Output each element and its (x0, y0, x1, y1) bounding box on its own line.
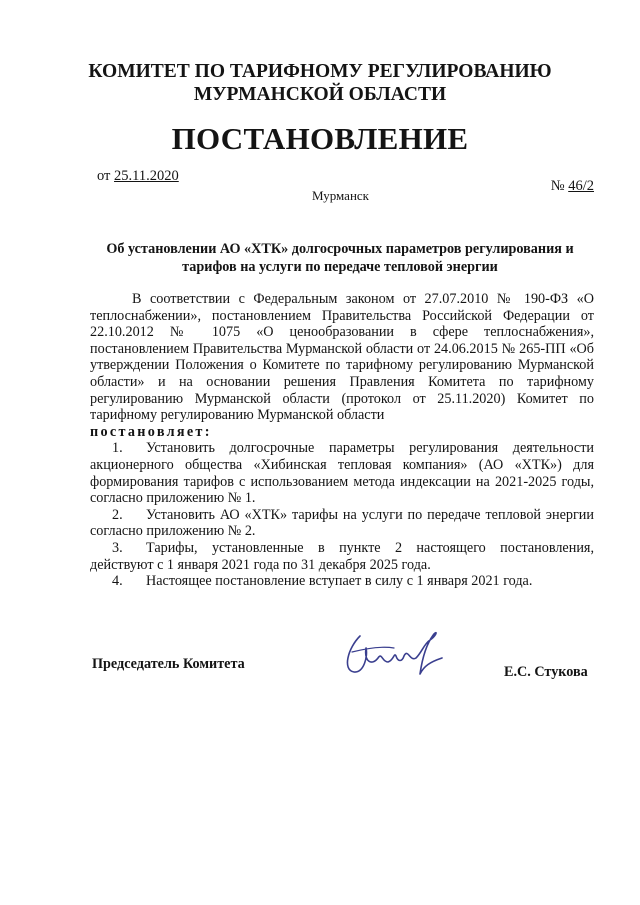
organization-line-1: КОМИТЕТ ПО ТАРИФНОМУ РЕГУЛИРОВАНИЮ (88, 61, 552, 82)
resolves-word: постановляет: (90, 423, 212, 440)
document-type-title: ПОСТАНОВЛЕНИЕ (171, 121, 469, 156)
subject-line-2: тарифов на услуги по передаче тепловой энергии (182, 259, 498, 275)
list-item (90, 507, 594, 540)
number-value: 46/2 (568, 178, 594, 194)
list-item-number: 2. (112, 506, 123, 523)
list-item (90, 540, 594, 573)
document-body (90, 291, 594, 590)
signatory-name: Е.С. Стукова (504, 664, 588, 680)
date-prefix: от (97, 168, 115, 184)
document-number (551, 178, 594, 195)
list-item-number: 3. (112, 539, 123, 556)
list-item-number: 4. (112, 573, 123, 590)
document-city: Мурманск (312, 188, 369, 203)
preamble-paragraph: В соответствии с Федеральным законом от 27.07.2010 № 190-ФЗ «О теплоснабжении», постановлением Правительства Российской Федерации от 22.10.2012 № 1075 «О ценообразовании в сфере теплоснабжения», постановлением Правительства Мурманской области от 24.06.2015 № 265-ПП «Об утверждении Положения о Комитете по тарифному регулированию Мурманской области» и на основании решения Правления Комитета по тарифному регулированию Мурманской области (протокол от 25.11.2020) Комитет по тарифному регулированию Мурманской области (90, 291, 594, 424)
list-item-text: Настоящее постановление вступает в силу с 1 января 2021 года. (146, 573, 533, 590)
document-date (97, 168, 179, 185)
handwritten-signature (338, 618, 458, 688)
organization-name (0, 60, 640, 106)
organization-line-2: МУРМАНСКОЙ ОБЛАСТИ (193, 84, 447, 105)
list-item-text: Тарифы, установленные в пункте 2 настоящего постановления, действуют с 1 января 2021 года по 31 декабря 2025 года. (90, 539, 594, 573)
signatory-title: Председатель Комитета (92, 656, 245, 672)
date-value: 25.11.2020 (114, 168, 179, 184)
list-item-number: 1. (112, 440, 123, 457)
document-subject (90, 240, 590, 276)
list-item-text: Установить АО «ХТК» тарифы на услуги по передаче тепловой энергии согласно приложению № 2. (90, 506, 594, 540)
list-item (90, 573, 594, 590)
number-prefix: № (550, 178, 569, 194)
list-item-text: Установить долгосрочные параметры регулирования деятельности акционерного общества «Хибинская тепловая компания» (АО «ХТК») для формирования тарифов с использованием метода индексации на 2021-2025 годы, согласно приложению № 1. (90, 440, 594, 507)
list-item (90, 440, 594, 506)
subject-line-1: Об установлении АО «ХТК» долгосрочных параметров регулирования и (106, 241, 574, 257)
